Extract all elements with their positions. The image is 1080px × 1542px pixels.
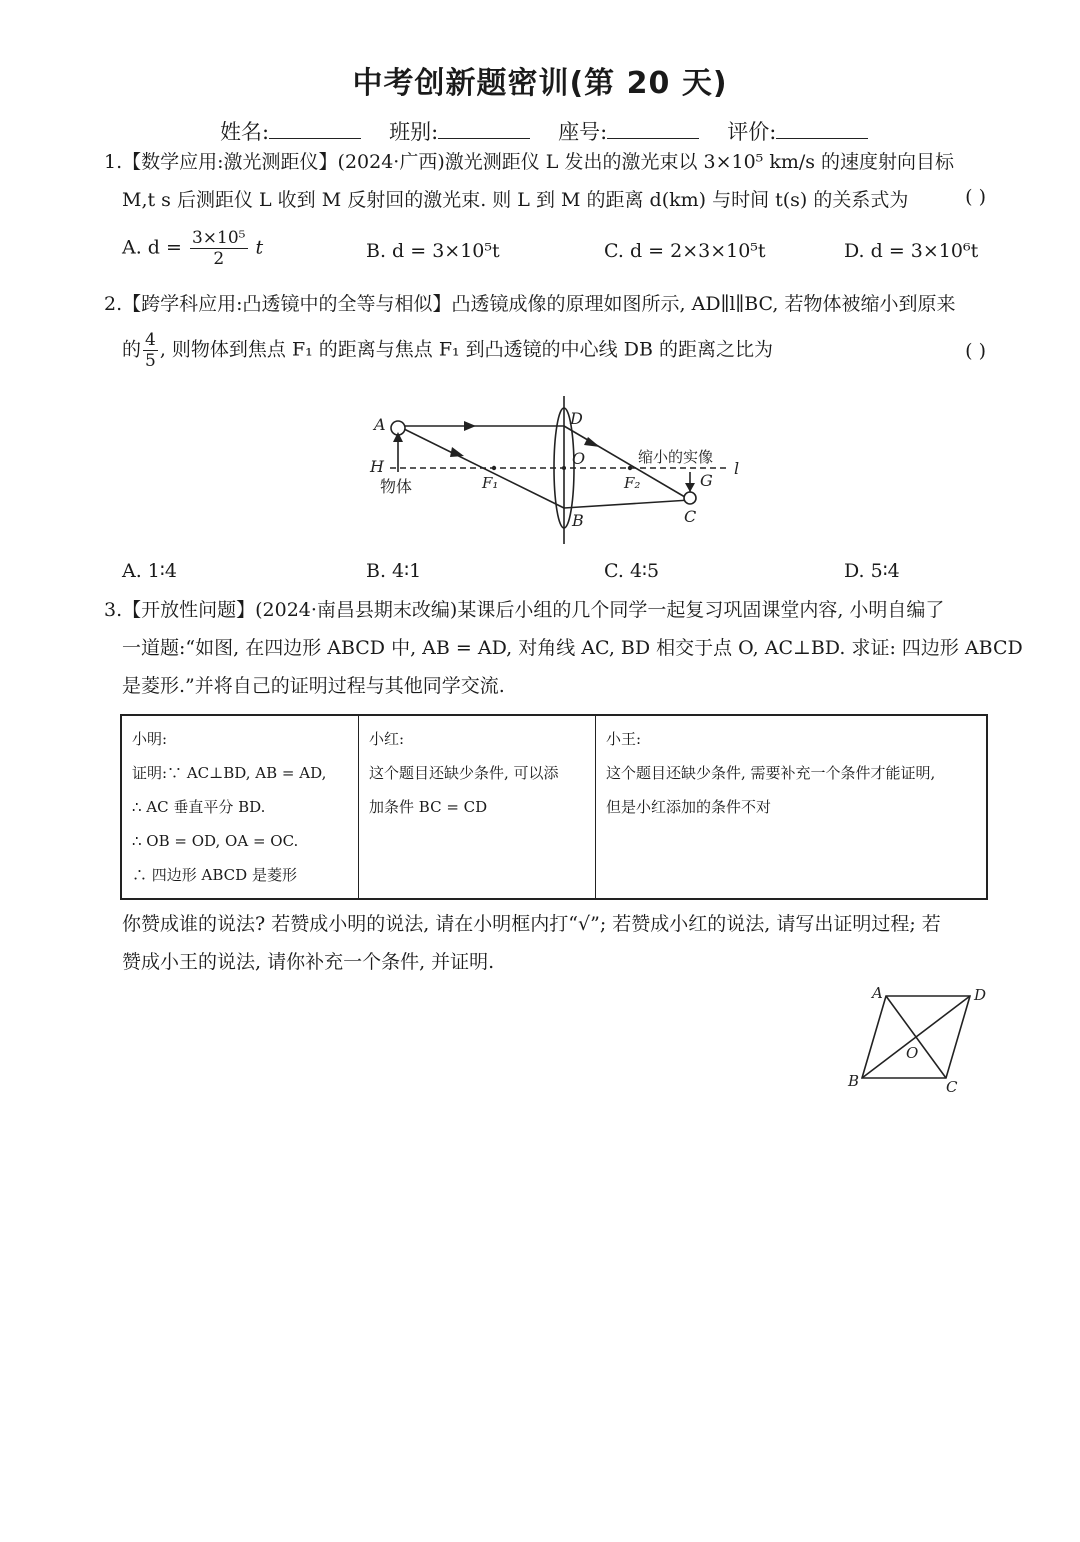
name-field	[220, 116, 361, 146]
xiaoming-line-2: ∴ AC 垂直平分 BD.	[132, 798, 266, 816]
xiaowang-line-1: 这个题目还缺少条件, 需要补充一个条件才能证明,	[606, 764, 936, 782]
lens-center-o	[562, 466, 566, 470]
rhombus-label-d: D	[974, 986, 987, 1004]
q2-line-2	[122, 330, 1008, 371]
name-label: 姓名:	[220, 120, 270, 144]
student-info-row	[220, 116, 940, 146]
seat-field	[558, 116, 699, 146]
q2-fraction	[143, 330, 158, 371]
q1-line-2: M,t s 后测距仪 L 收到 M 反射回的激光束. 则 L 到 M 的距离 d(km) 与时间 t(s) 的关系式为	[122, 189, 909, 211]
q1-line-1: 1.【数学应用:激光测距仪】(2024·广西)激光测距仪 L 发出的激光束以 3×10⁵ km/s 的速度射向目标	[104, 151, 955, 173]
xiaowang-title: 小王:	[606, 730, 642, 748]
xiaohong-line-1: 这个题目还缺少条件, 可以添	[369, 764, 559, 782]
label-object: 物体	[380, 477, 413, 496]
q3-question-line-2: 赞成小王的说法, 请你补充一个条件, 并证明.	[122, 951, 495, 973]
q2-answer-paren: ( )	[965, 340, 986, 362]
label-l: l	[734, 459, 740, 478]
eval-field	[727, 116, 868, 146]
xiaoming-cell[interactable]	[121, 715, 359, 899]
q1-answer-paren: ( )	[965, 186, 986, 208]
class-blank	[438, 120, 530, 139]
page-title: 中考创新题密训(第 20 天)	[352, 66, 728, 101]
q2-fraction-denominator: 5	[145, 351, 156, 371]
q2-fraction-numerator: 4	[145, 330, 156, 350]
label-d: D	[570, 409, 583, 428]
q3-line-1: 3.【开放性问题】(2024·南昌县期末改编)某课后小组的几个同学一起复习巩固课堂内容, 小明自编了	[104, 599, 945, 621]
label-o: O	[572, 449, 586, 468]
q1-option-a-suffix: t	[255, 236, 264, 259]
q1-option-a-fraction	[190, 228, 248, 269]
rhombus-label-b: B	[848, 1072, 860, 1090]
diagonal-bd	[862, 996, 970, 1078]
label-h: H	[370, 457, 384, 476]
q2-option-d: D. 5∶4	[844, 560, 900, 582]
q1-option-d: D. d = 3×10⁶t	[844, 240, 979, 262]
q1-option-a	[122, 228, 263, 269]
q1-option-b: B. d = 3×10⁵t	[366, 240, 500, 262]
name-blank	[269, 120, 361, 139]
rhombus-label-c: C	[946, 1078, 958, 1094]
eval-blank	[776, 120, 868, 139]
q1-option-c: C. d = 2×3×10⁵t	[604, 240, 766, 262]
rhombus-label-a: A	[872, 984, 883, 1002]
table-row	[121, 715, 987, 899]
focus-point-f1	[492, 466, 496, 470]
ray-direction-arrow-2	[450, 447, 464, 457]
proof-comparison-table	[120, 714, 988, 900]
ray-b-to-c	[564, 500, 690, 508]
xiaoming-line-4: ∴ 四边形 ABCD 是菱形	[132, 866, 297, 884]
q2-line-2-prefix: 的	[122, 338, 142, 361]
seat-blank	[607, 120, 699, 139]
label-f1: F₁	[482, 474, 499, 492]
q1-option-a-denominator: 2	[213, 249, 225, 269]
q3-line-3: 是菱形.”并将自己的证明过程与其他同学交流.	[122, 675, 505, 697]
xiaoming-line-3: ∴ OB = OD, OA = OC.	[132, 832, 299, 850]
q2-option-a: A. 1∶4	[122, 560, 177, 582]
seat-label: 座号:	[558, 120, 608, 144]
label-a: A	[374, 415, 386, 434]
xiaohong-title: 小红:	[369, 730, 405, 748]
label-f2: F₂	[624, 474, 641, 492]
label-image: 缩小的实像	[638, 448, 714, 466]
convex-lens-diagram	[360, 392, 760, 548]
label-b: B	[572, 511, 584, 530]
q2-line-2-suffix: , 则物体到焦点 F₁ 的距离与焦点 F₁ 到凸透镜的中心线 DB 的距离之比为	[159, 338, 773, 361]
rhombus-label-o: O	[906, 1044, 919, 1062]
label-g: G	[700, 471, 713, 490]
q2-option-c: C. 4∶5	[604, 560, 660, 582]
eval-label: 评价:	[727, 120, 777, 144]
focus-point-f2	[628, 466, 632, 470]
rhombus-diagram	[840, 982, 1000, 1094]
xiaowang-cell	[596, 715, 988, 899]
ray-direction-arrow-1	[464, 421, 476, 431]
xiaohong-line-2: 加条件 BC = CD	[369, 798, 488, 816]
xiaoming-line-1: 证明:∵ AC⊥BD, AB = AD,	[132, 764, 327, 782]
class-field	[389, 116, 530, 146]
xiaowang-line-2: 但是小红添加的条件不对	[606, 798, 772, 816]
xiaohong-cell	[359, 715, 596, 899]
q2-option-b: B. 4∶1	[366, 560, 422, 582]
q1-option-a-numerator: 3×10⁵	[191, 228, 246, 248]
q1-option-a-prefix: A. d =	[122, 236, 182, 259]
q3-question-line-1: 你赞成谁的说法? 若赞成小明的说法, 请在小明框内打“√”; 若赞成小红的说法, 请写出证明过程; 若	[122, 913, 941, 935]
class-label: 班别:	[389, 120, 439, 144]
image-arrow-head	[685, 483, 695, 492]
q2-line-1: 2.【跨学科应用:凸透镜中的全等与相似】凸透镜成像的原理如图所示, AD∥l∥BC, 若物体被缩小到原来	[104, 293, 956, 315]
q3-line-2: 一道题:“如图, 在四边形 ABCD 中, AB = AD, 对角线 AC, BD 相交于点 O, AC⊥BD. 求证: 四边形 ABCD	[122, 637, 1023, 659]
ray-a-through-f1	[398, 426, 564, 508]
label-c: C	[684, 507, 697, 526]
image-point-c	[684, 492, 696, 504]
xiaoming-title: 小明:	[132, 730, 168, 748]
